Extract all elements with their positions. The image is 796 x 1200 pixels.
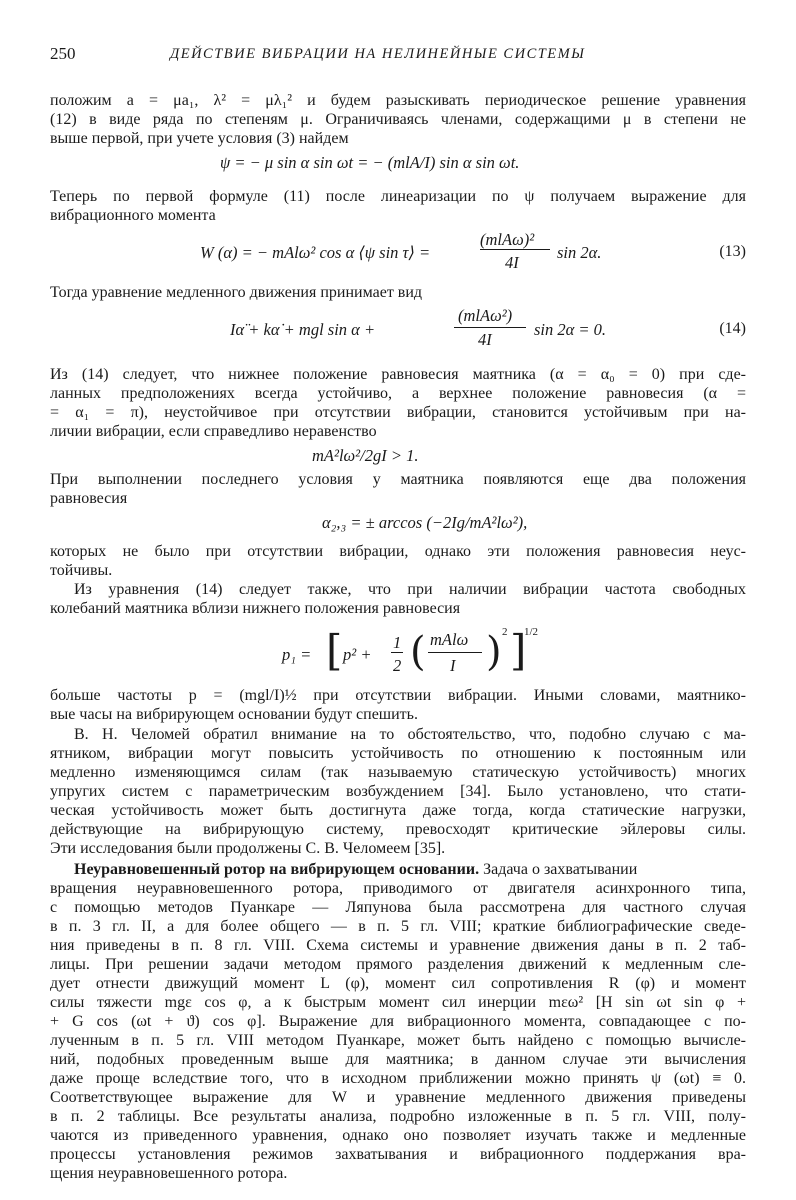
eq14-tail: sin 2α = 0. [534, 320, 607, 339]
text-line: даже проще вследствие того, что в исходном приближении можно принять ψ (ωt) ≡ 0. [50, 1070, 746, 1087]
text-line: При выполнении последнего условия у маятника появляются еще два положения [50, 471, 746, 488]
eq14-numerator: (mlAω²) [458, 306, 513, 325]
eq14-fraction-bar [454, 327, 526, 328]
text-line: + G cos (ωt + ϑ) cos φ]. Выражение для вибрационного момента, совпадающее с по- [50, 1013, 746, 1030]
text-line: силы тяжести mgε cos φ, а к быстрым момент сил инерции mεω² [H sin ωt sin φ + [50, 994, 746, 1011]
text-line: больше частоты p = (mgl/I)½ при отсутствии вибрации. Иными словами, маятнико- [50, 687, 746, 704]
p1-fraction-bar [428, 652, 482, 653]
text-line: выше первой, при учете условия (3) найдем [50, 130, 349, 147]
text-line: Из уравнения (14) следует также, что при наличии вибрации частота свободных [74, 581, 746, 598]
p1-half-denominator: 2 [393, 656, 402, 675]
text-line: Из (14) следует, что нижнее положение равновесия маятника (α = α₀ = 0) при сде- [50, 366, 746, 383]
text-line: с помощью методов Пуанкаре — Ляпунова была рассмотрена для частного случая [50, 899, 746, 916]
text-line: дует отнести движущий момент L (φ), момент сил сопротивления R (φ) и момент [50, 975, 746, 992]
eq13-fraction-bar [480, 249, 550, 250]
text-line: Эти исследования были продолжены С. В. Челомеем [35]. [50, 840, 446, 857]
eq13-lhs: W (α) = − mAlω² cos α ⟨ψ sin τ⟩ = [200, 243, 431, 262]
section-lead-text: Задача о захватывании [479, 861, 638, 878]
text-line: колебаний маятника вблизи нижнего положения равновесия [50, 600, 461, 617]
equation-inequality: mA²lω²/2gI > 1. [312, 446, 419, 465]
eq13-tail: sin 2α. [557, 243, 602, 262]
text-line: ческая устойчивость может быть достигнута даже тогда, когда статические нагрузки, [50, 802, 746, 819]
text-line [74, 860, 746, 879]
text-line: чаются из приведенного уравнения, однако оно позволяет изучать также и медленные [50, 1127, 746, 1144]
text-line: = α₁ = π), неустойчивое при отсутствии вибрации, становится устойчивым при на- [50, 404, 746, 421]
p1-half-numerator: 1 [393, 633, 402, 652]
left-bracket: [ [326, 626, 343, 675]
eq13-number: (13) [719, 243, 746, 260]
text-line: положим a = μa₁, λ² = μλ₁² и будем разыскивать периодическое решение уравнения [50, 92, 746, 109]
text-line: в п. 2 таблицы. Все результаты анализа, подробно изложенные в п. 5 гл. VIII, полу- [50, 1108, 746, 1125]
text-line: (12) в виде ряда по степеням μ. Ограничиваясь членами, содержащими μ в степени не [50, 111, 746, 128]
eq14-number: (14) [719, 320, 746, 337]
text-line: процессы установления режимов захватывания и вибрационного поддержания вра- [50, 1146, 746, 1163]
text-line: в п. 3 гл. II, а для более общего — в п. 5 гл. VIII; краткие библиографические сведе- [50, 918, 746, 935]
text-line: ланных предположениях всегда устойчиво, а верхнее положение равновесия (α = [50, 385, 746, 402]
p1-half-bar [391, 652, 403, 653]
left-paren: ( [410, 629, 426, 675]
text-line: ятником, вибрации могут повысить устойчивость по отношению к постоянным или [50, 745, 746, 762]
section-heading: Неуравновешенный ротор на вибрирующем основании. [74, 861, 480, 878]
running-header [50, 44, 746, 68]
text-line: Тогда уравнение медленного движения принимает вид [50, 284, 423, 301]
text-line: вые часы на вибрирующем основании будут спешить. [50, 706, 418, 723]
text-line: равновесия [50, 490, 128, 507]
right-bracket: ] [510, 626, 527, 675]
text-line: ний, подобных проведенным выше для маятника; в данном случае эти вычисления [50, 1051, 746, 1068]
equation-psi: ψ = − μ sin α sin ωt = − (mlA/I) sin α sin ωt. [220, 153, 520, 172]
text-line: действующие на вибрирующую систему, превосходят критические эйлеровы силы. [50, 821, 746, 838]
text-line: вращения неуравновешенного ротора, приводимого от двигателя асинхронного типа, [50, 880, 746, 897]
page-number: 250 [50, 44, 76, 63]
text-line: тойчивы. [50, 562, 113, 579]
text-line: медленно изменяющимся силам (так называемую статическую устойчивость) многих [50, 764, 746, 781]
text-line: щения неуравновешенного ротора. [50, 1165, 288, 1182]
p1-p-squared: p² + [343, 645, 372, 664]
running-title: ДЕЙСТВИЕ ВИБРАЦИИ НА НЕЛИНЕЙНЫЕ СИСТЕМЫ [170, 46, 586, 62]
text-line: упругих систем с параметрическим возбуждением [34]. Было установлено, что стати- [50, 783, 746, 800]
text-line: вибрационного момента [50, 207, 216, 224]
text-line: Теперь по первой формуле (11) после линеаризации по ψ получаем выражение для [50, 188, 746, 205]
equation-alpha23: α₂,₃ = ± arccos (−2Ig/mA²lω²), [322, 513, 528, 532]
eq13-denominator: 4I [505, 253, 519, 272]
text-line: которых не было при отсутствии вибрации, однако эти положения равновесия неус- [50, 543, 746, 560]
p1-square-exponent: 2 [502, 626, 508, 638]
eq14-lhs: Iα̈ + kα̇ + mgl sin α + [230, 320, 376, 339]
eq13-numerator: (mlAω)² [480, 230, 535, 249]
text-line: лученным в п. 5 гл. VIII методом Пуанкаре, может быть найдено с помощью вычисле- [50, 1032, 746, 1049]
p1-lhs: p₁ = [282, 645, 312, 664]
text-line: личии вибрации, если справедливо неравенство [50, 423, 377, 440]
p1-numerator: mAlω [430, 630, 469, 649]
text-line: В. Н. Челомей обратил внимание на то обстоятельство, что, подобно случаю с ма- [74, 726, 746, 743]
text-line: Соответствующее выражение для W и уравнение медленного движения приведены [50, 1089, 746, 1106]
p1-root-exponent: 1/2 [524, 626, 539, 638]
text-line: ния приведены в п. 8 гл. VIII. Схема системы и уравнение движения даны в п. 2 таб- [50, 937, 746, 954]
p1-denominator: I [450, 656, 456, 675]
text-line: лицы. При решении задачи методом прямого разделения движений к медленным сле- [50, 956, 746, 973]
eq14-denominator: 4I [478, 330, 492, 349]
right-paren: ) [486, 629, 502, 675]
